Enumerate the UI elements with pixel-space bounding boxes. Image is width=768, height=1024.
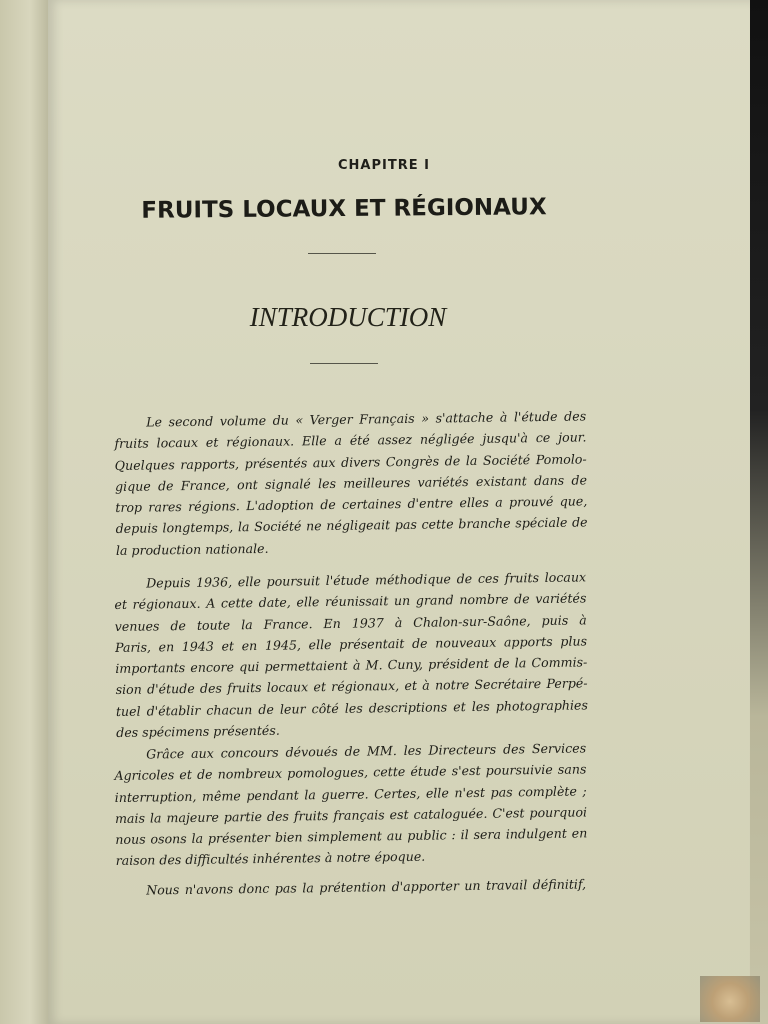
text-line: mais la majeure partie des fruits français est cataloguée. C'est pourquoi: [114, 804, 588, 826]
text-line: venues de toute la France. En 1937 à Chalon-sur-Saône, puis à: [114, 611, 587, 634]
book-edge: [750, 0, 768, 1024]
book-page: [48, 0, 752, 1024]
text-line: raison des difficultés inhérentes à notre époque.: [115, 849, 426, 869]
text-line: Agricoles et de nombreux pomologues, cette étude s'est poursuivie sans: [114, 761, 587, 784]
text-line: la production nationale.: [115, 540, 269, 558]
text-line: Quelques rapports, présentés aux divers Congrès de la Société Pomolo-: [114, 450, 587, 473]
text-line: depuis longtemps, la Société ne négligeait pas cette branche spéciale de: [115, 514, 588, 537]
chapter-title: FRUITS LOCAUX ET RÉGIONAUX: [141, 194, 547, 224]
section-heading: INTRODUCTION: [249, 302, 447, 332]
text-line: interruption, même pendant la guerre. Certes, elle n'est pas complète ;: [114, 782, 587, 805]
paragraph-2: [114, 566, 588, 743]
text-line: sion d'étude des fruits locaux et régionaux, et à notre Secrétaire Perpé-: [115, 675, 588, 698]
text-line: Le second volume du « Verger Français » s'attache à l'étude des: [146, 408, 587, 430]
text-line: tuel d'établir chacun de leur côté les descriptions et les photographies: [115, 697, 588, 719]
thumbnail-image: [700, 976, 760, 1022]
text-line: fruits locaux et régionaux. Elle a été assez négligée jusqu'à ce jour.: [114, 429, 587, 452]
section-divider: [310, 363, 378, 364]
paragraph-1: [114, 405, 588, 561]
text-line: Depuis 1936, elle poursuit l'étude méthodique de ces fruits locaux: [146, 569, 587, 591]
text-line: gique de France, ont signalé les meilleures variétés existant dans de: [114, 472, 588, 494]
paragraph-3: [114, 737, 588, 871]
title-divider: [308, 253, 376, 254]
text-line: trop rares régions. L'adoption de certaines d'entre elles a prouvé que,: [115, 493, 588, 516]
text-line: nous osons la présenter bien simplement au public : il sera indulgent en: [115, 825, 588, 848]
text-line: et régionaux. A cette date, elle réunissait un grand nombre de variétés: [114, 590, 587, 613]
paragraph-4: [114, 873, 586, 901]
text-line: Grâce aux concours dévoués de MM. les Directeurs des Services: [146, 740, 587, 762]
chapter-label: CHAPITRE I: [338, 158, 430, 173]
text-line: importants encore qui permettaient à M. Cuny, président de la Commis-: [115, 654, 588, 677]
text-line: des spécimens présentés.: [116, 722, 280, 741]
text-line: Nous n'avons donc pas la prétention d'apporter un travail définitif,: [146, 876, 587, 898]
facing-page-edge: [0, 0, 50, 1024]
text-line: Paris, en 1943 et en 1945, elle présentait de nouveaux apports plus: [114, 633, 588, 655]
